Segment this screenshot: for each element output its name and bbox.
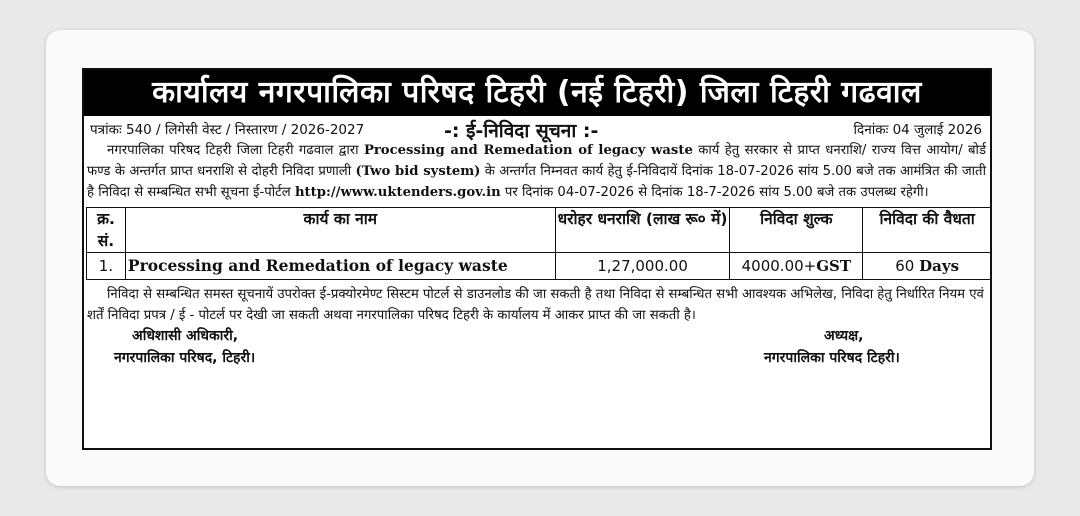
office-banner: कार्यालय नगरपालिका परिषद टिहरी (नई टिहरी) जिला टिहरी गढवाल xyxy=(84,70,990,116)
validity-unit: Days xyxy=(919,257,960,275)
body-text-4: पर दिनांक 04-07-2026 से दिनांक 18-7-2026 सांय 5.00 बजे तक उपलब्ध रहेगी। xyxy=(500,185,929,200)
col-header-work: कार्य का नाम xyxy=(125,208,555,253)
signatory-left-office: नगरपालिका परिषद, टिहरी। xyxy=(114,350,256,366)
footer-text: निविदा से सम्बन्धित समस्त सूचनायें उपरोक्त ई-प्रक्योरमेण्ट सिस्टम पोटर्ल से डाउनलोड की जा सकती है तथा निविदा से सम्बन्धित सभी आवश्यक अभिलेख, निविदा हेतु निर्धारित नियम एवं शर्तें निविदा प्रपत्र / ई - पोटर्ल पर देखी जा सकती अथवा नगरपालिका परिषद टिहरी के कार्यालय में आकर प्राप्त की जा सकती है। xyxy=(87,287,984,323)
body-work-name: Processing and Remedation of legacy waste xyxy=(363,143,693,158)
body-text-1: नगरपालिका परिषद टिहरी जिला टिहरी गढवाल द्वारा xyxy=(107,143,364,158)
signatory-right-office: नगरपालिका परिषद टिहरी। xyxy=(764,350,900,366)
col-header-emd: धरोहर धनराशि (लाख रू० में) xyxy=(555,208,730,253)
body-text-3: के अन्तर्गत निम्नवत कार्य हेतु ई-निविदायें दिनांक 18-07-2026 सांय 5.00 बजे तक आमंत्रित की जाती है निविदा से सम्बन्धित सभी सूचना ई-पोर्टल xyxy=(87,164,986,200)
col-header-fee: निविदा शुल्क xyxy=(730,208,863,253)
fee-amount: 4000.00+ xyxy=(741,257,817,275)
body-bid-system: (Two bid system) xyxy=(355,164,481,179)
cell-validity xyxy=(863,253,992,280)
signatory-right-title: अध्यक्ष, xyxy=(824,328,864,344)
signature-block xyxy=(84,326,990,372)
table-header-row xyxy=(87,208,992,253)
notice-body-paragraph xyxy=(84,140,990,203)
notice-date: दिनांकः 04 जुलाई 2026 xyxy=(853,122,982,138)
cell-emd: 1,27,000.00 xyxy=(555,253,730,280)
cell-sno: 1. xyxy=(87,253,126,280)
validity-number: 60 xyxy=(895,257,920,275)
portal-link[interactable]: http://www.uktenders.gov.in xyxy=(294,185,501,200)
signatory-left-title: अधिशासी अधिकारी, xyxy=(132,328,239,344)
letter-reference: पत्रांकः 540 / लिगेसी वेस्ट / निस्तारण / 2026-2027 xyxy=(90,122,365,138)
tender-table xyxy=(86,207,992,280)
table-row xyxy=(87,253,992,280)
notice-meta-row xyxy=(84,116,990,140)
col-header-validity: निविदा की वैधता xyxy=(863,208,992,253)
cell-fee xyxy=(730,253,863,280)
notice-heading: -: ई-निविदा सूचना :- xyxy=(444,120,599,142)
fee-gst: GST xyxy=(816,257,852,275)
footer-paragraph xyxy=(84,280,990,326)
tender-notice xyxy=(82,68,992,450)
col-header-sno: क्र. सं. xyxy=(87,208,126,253)
cell-work: Processing and Remedation of legacy waste xyxy=(125,253,555,280)
body-text-2: कार्य हेतु सरकार से प्राप्त धनराशि/ राज्य वित्त आयोग/ बोर्ड फण्ड के अन्तर्गत प्राप्त धनराशि से दोहरी निविदा प्रणाली xyxy=(87,143,986,179)
